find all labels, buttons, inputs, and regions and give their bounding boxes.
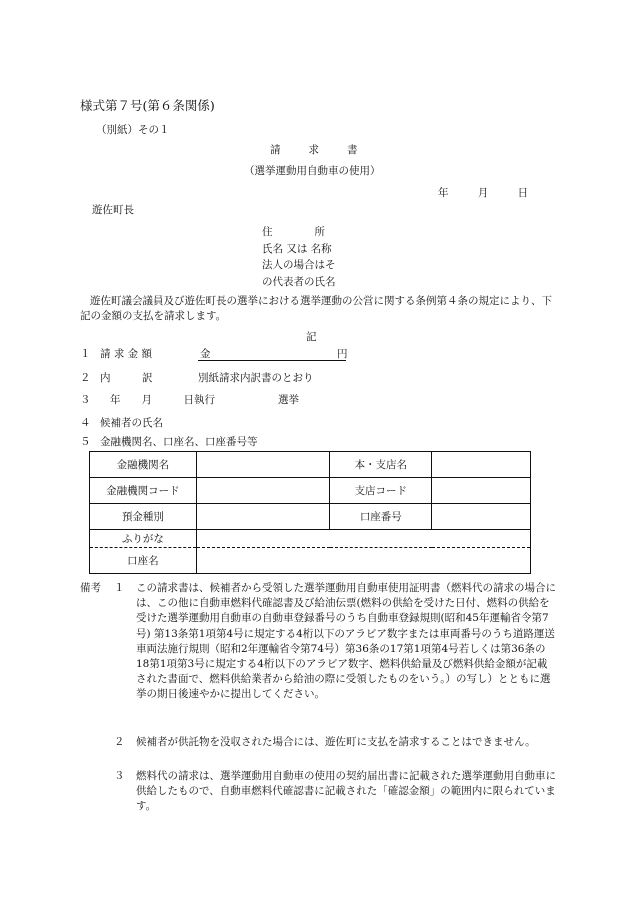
table-row: [90, 548, 531, 574]
item-number: ３: [80, 394, 91, 406]
notes-lead: 備考: [80, 582, 101, 594]
document-subtitle: （選挙運動用自動車の使用）: [244, 165, 381, 177]
item-value: 別紙請求内訳書のとおり: [198, 372, 314, 384]
account-name-cell[interactable]: [196, 548, 530, 574]
deposit-type-label: 預金種別: [90, 504, 197, 530]
address-block: [262, 224, 336, 290]
table-row: [90, 478, 531, 504]
amount-suffix: 円: [337, 348, 348, 360]
furigana-label: ふりがな: [90, 530, 197, 548]
form-number: 様式第７号(第６条関係): [80, 98, 215, 113]
branch-name-label: 本・支店名: [330, 452, 432, 478]
bank-name-cell[interactable]: [196, 452, 330, 478]
item-label: 候補者の氏名: [100, 417, 163, 429]
table-row: [90, 504, 531, 530]
note-text: 候補者が供託物を没収された場合には、遊佐町に支払を請求することはできません。: [136, 736, 536, 748]
furigana-cell[interactable]: [196, 530, 530, 548]
note-text: この請求書は、候補者から受領した選挙運動用自動車使用証明書（燃料代の請求の場合には、この他に自動車燃料代確認書及び給油伝票(燃料の供給を受けた日付、燃料の供給を受けた選挙運動用自動車の自動車登録番号のうち自動車登録規則(昭和45年運輸省令第7号) 第13条第1項第4号に規定する4桁以下のアラビア数字または車両番号のうち道路運送車両法施行規則（昭和2年運輸省令第74号）第36条の17第1項第4号若しくは第36条の18第1項第3号に規定する4桁以下のアラビア数字、燃料供給量及び燃料供給金額が記載された書面で、燃料供給業者から給油の際に受領したものをいう。）の写し）とともに選挙の期日後速やかに提出してください。: [136, 582, 556, 701]
item-number: ４: [80, 417, 91, 429]
branch-name-cell[interactable]: [432, 452, 531, 478]
branch-code-label: 支店コード: [330, 478, 432, 504]
deposit-type-cell[interactable]: [196, 504, 330, 530]
bank-code-label: 金融機関コード: [90, 478, 197, 504]
item-label: 請 求 金 額: [100, 348, 153, 360]
bank-info-table: [89, 451, 531, 574]
account-name-label: 口座名: [90, 548, 197, 574]
document-title: 請求書: [270, 144, 386, 156]
table-row: [90, 530, 531, 548]
item-label: 年 月 日執行 選挙: [110, 394, 299, 406]
note-text: 燃料代の請求は、選挙運動用自動車の使用の契約届出書に記載された選挙運動用自動車に供給したもので、自動車燃料代確認書に記載された「確認金額」の範囲内に限られています。: [136, 770, 556, 813]
amount-underline: [198, 360, 346, 361]
attachment-label: （別紙）その１: [96, 124, 170, 136]
address-label: 住 所: [262, 226, 325, 238]
bank-name-label: 金融機関名: [90, 452, 197, 478]
account-number-cell[interactable]: [432, 504, 531, 530]
item-number: ５: [80, 436, 91, 448]
date-line: 年 月 日: [438, 187, 529, 199]
recipient: 遊佐町長: [92, 204, 134, 216]
item-label: 内 訳: [100, 372, 153, 384]
branch-code-cell[interactable]: [432, 478, 531, 504]
ki-marker: 記: [306, 331, 317, 343]
corporate-label-1: 法人の場合はそ: [262, 259, 336, 271]
amount-prefix: 金: [200, 348, 211, 360]
account-number-label: 口座番号: [330, 504, 432, 530]
item-number: ２: [80, 372, 91, 384]
item-number: １: [80, 348, 91, 360]
note-number: １: [114, 582, 125, 594]
body-text: 遊佐町議会議員及び遊佐町長の選挙における選挙運動の公営に関する条例第４条の規定により、下記の金額の支払を請求します。: [80, 295, 552, 322]
name-label: 氏名 又は 名称: [262, 242, 332, 255]
note-number: ２: [114, 736, 125, 748]
body-text-block: [80, 294, 552, 324]
item-label: 金融機関名、口座名、口座番号等: [100, 436, 258, 448]
corporate-label-2: の代表者の氏名: [262, 275, 336, 288]
bank-code-cell[interactable]: [196, 478, 330, 504]
note-number: ３: [114, 770, 125, 782]
table-row: [90, 452, 531, 478]
